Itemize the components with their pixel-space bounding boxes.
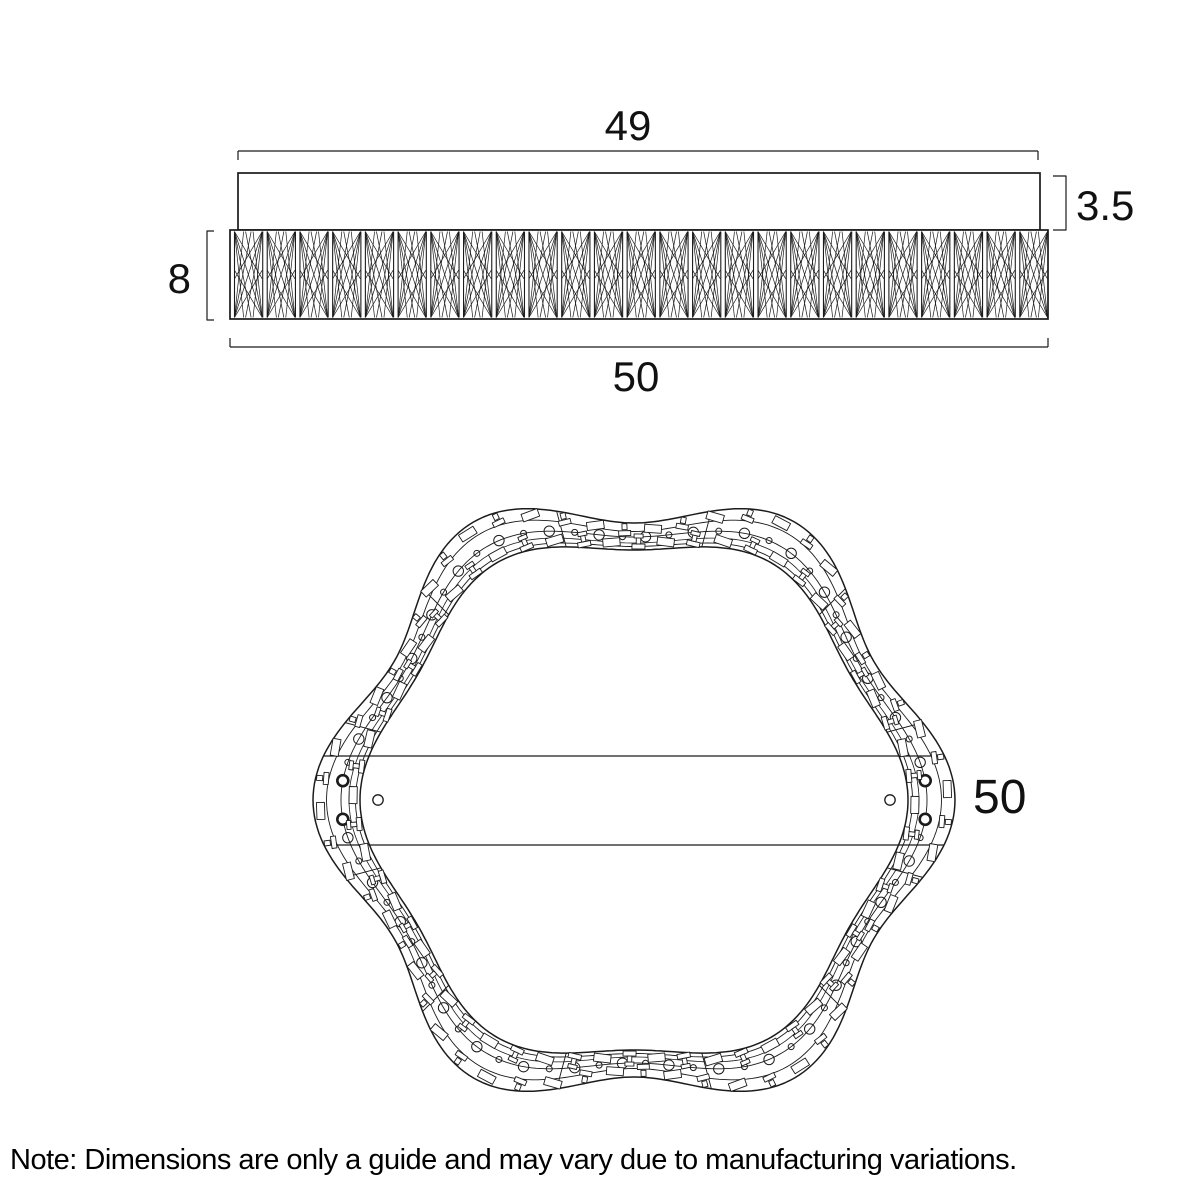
dim-label-canopy-height: 3.5 (1076, 182, 1135, 229)
note-text: Note: Dimensions are only a guide and may vary due to manufacturing variations. (10, 1144, 1017, 1176)
side-view-drawing (207, 151, 1066, 347)
dim-label-band-height: 8 (167, 255, 191, 302)
dim-label-plan-width: 50 (973, 771, 1027, 824)
dim-label-top-width: 49 (604, 102, 652, 149)
dim-label-bottom-width: 50 (612, 353, 660, 400)
plan-view-drawing (313, 509, 955, 1092)
